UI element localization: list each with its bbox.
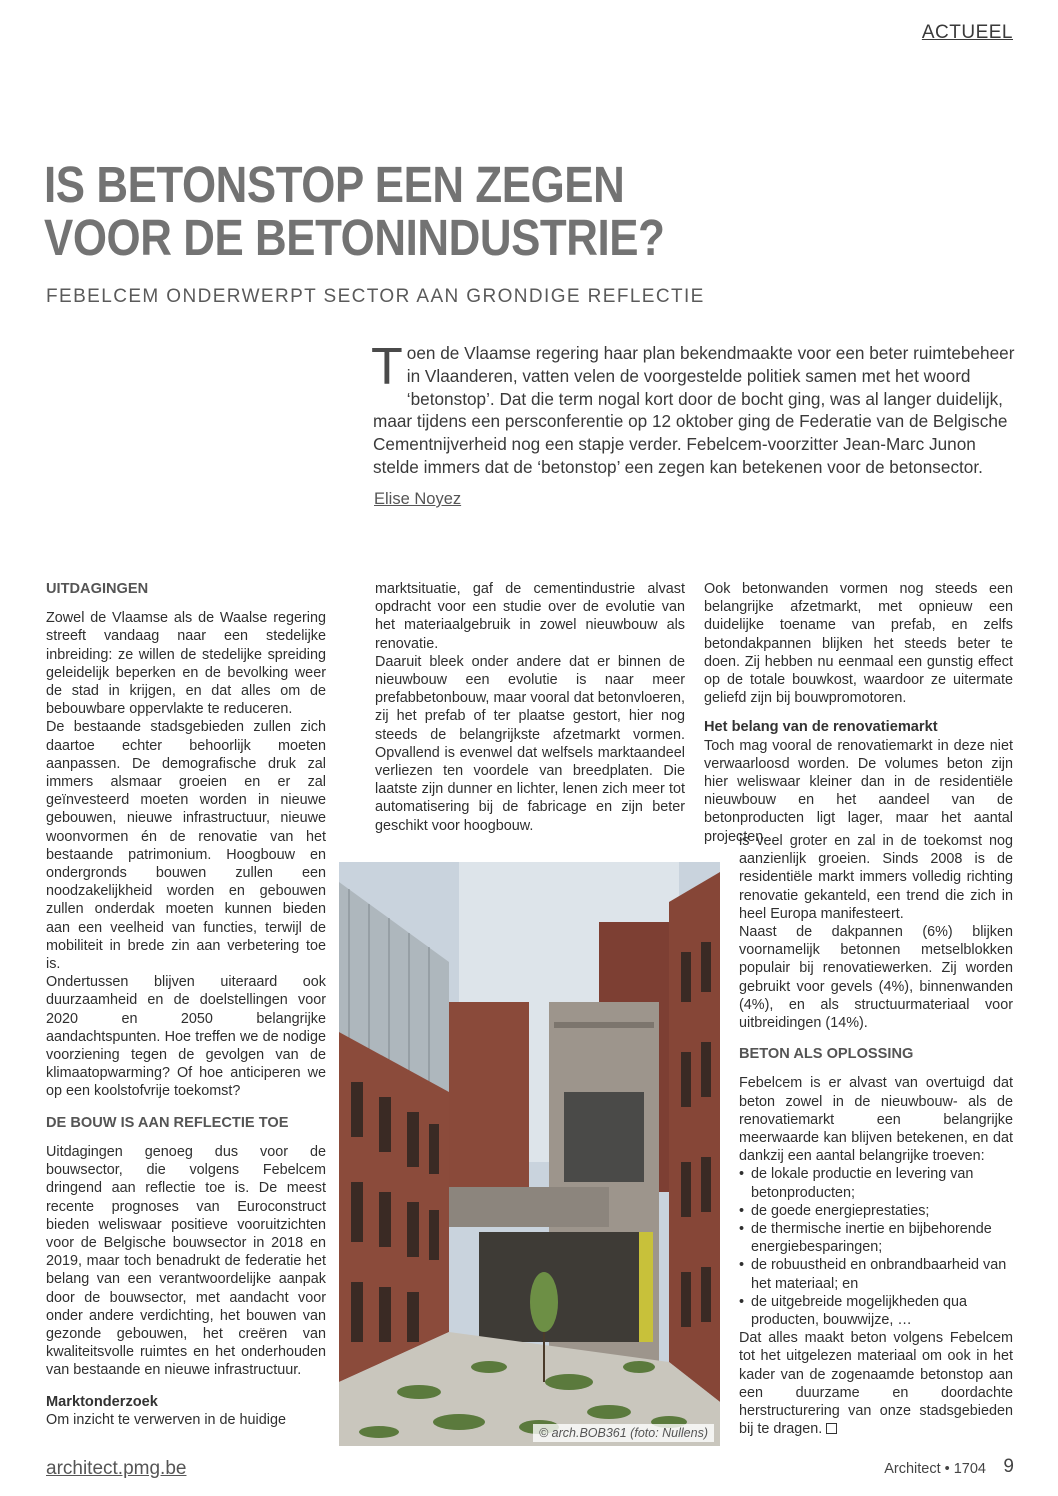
list-item: • de uitgebreide mogelijkheden qua producten, bouwwijze, … bbox=[739, 1293, 1013, 1329]
photo-credit: © arch.BOB361 (foto: Nullens) bbox=[533, 1424, 714, 1442]
list-item: • de goede energieprestaties; bbox=[739, 1202, 1013, 1220]
paragraph: Uitdagingen genoeg dus voor de bouwsector, die volgens Febelcem dringend aan reflectie toe is. De meest recente prognoses van Euroconstruct bieden weliswaar positieve vooruitzichten voor de Belgische bouwsector in 2018 en 2019, maar toch benadrukt de federatie het belang van een verantwoordelijke aanpak door de bouwsector, met aandacht voor onder andere verdichting, het bouwen van gezonde gebouwen, het creëren van kwaliteitsvolle ruimtes en het onderhouden van bestaande en nieuwe infrastructuur. bbox=[46, 1143, 326, 1379]
article-title bbox=[44, 158, 818, 264]
paragraph: Om inzicht te verwerven in de huidige bbox=[46, 1411, 286, 1428]
paragraph: Ondertussen blijven uiteraard ook duurzaamheid en de doelstellingen voor 2020 en 2050 belangrijke aandachtspunten. Hoe treffen we de nodige voorziening tegen de gevolgen van de klimaatopwarming? Of hoe anticiperen we op een koolstofvrije toekomst? bbox=[46, 974, 326, 1100]
paragraph: marktsituatie, gaf de cementindustrie alvast opdracht voor een studie over de evolutie van het materiaalgebruik in zowel nieuwbouw als renovatie. bbox=[375, 581, 685, 652]
closing-text: Dat alles maakt beton volgens Febelcem tot het uitgelezen materiaal om ook in het kader van de zogenaamde betonstop aan een duurzame en doordachte herstructurering van onze stadsgebieden bij te dragen. bbox=[739, 1330, 1013, 1438]
heading-marktonderzoek: Marktonderzoek bbox=[46, 1393, 158, 1410]
end-mark-icon bbox=[826, 1423, 837, 1434]
title-line-1: IS BETONSTOP EEN ZEGEN bbox=[44, 156, 625, 213]
paragraph: Daaruit bleek onder andere dat er binnen de nieuwbouw een evolutie is naar meer prefabbetonbouw, maar vooral dat betonvloeren, zij het prefab of ter plaatse gestort, hier nog steeds de belangrijkste afzetmarkt vormen. Opvallend is evenwel dat welfsels marktaandeel verliezen ten voordele van breedplaten. Die laatste zijn dunner en lichter, lenen zich meer tot automatisering bij de fabricage en zijn beter geschikt voor hoogbouw. bbox=[375, 653, 685, 834]
heading-bouw-reflectie: DE BOUW IS AAN REFLECTIE TOE bbox=[46, 1114, 289, 1131]
article-subtitle: FEBELCEM ONDERWERPT SECTOR AAN GRONDIGE REFLECTIE bbox=[46, 286, 705, 307]
heading-renovatiemarkt: Het belang van de renovatiemarkt bbox=[704, 719, 938, 736]
advantages-list bbox=[739, 1165, 1013, 1329]
paragraph: Naast de dakpannen (6%) blijken voornamelijk betonnen metselblokken populair bij renovatiewerken. Zij worden gebruikt voor gevels (4%), binnenwanden (4%), en als structuurmateriaal voor uitbreidingen (14%). bbox=[739, 924, 1013, 1032]
paragraph: De bestaande stadsgebieden zullen zich daartoe echter behoorlijk moeten aanpassen. De demografische druk zal immers alsmaar groeien en er zal geïnvesteerd moeten worden in nieuwe gebouwen, nieuwe infrastructuur, nieuwe woonvormen én de renovatie van het bestaande patrimonium. Hoogbouw en ondergronds bouwen zullen een noodzakelijkheid worden en gebouwen zullen onderdak moeten kunnen bieden aan een veelheid van functies, terwijl de mobiliteit in brede zin aan verbetering toe is. bbox=[46, 719, 326, 973]
paragraph: Febelcem is er alvast van overtuigd dat beton zowel in de nieuwbouw- als de renovatiemarkt een belangrijke meerwaarde kan blijven betekenen, en dat dankzij een aantal belangrijke troeven: bbox=[739, 1075, 1013, 1165]
paragraph: Toch mag vooral de renovatiemarkt in deze niet verwaarloosd worden. De volumes beton zijn hier weliswaar kleiner dan in de residentiële nieuwbouw en het aandeel van de betonproducten ligt lager, maar het aantal projecten bbox=[704, 737, 1013, 845]
footer-website-link[interactable]: architect.pmg.be bbox=[46, 1458, 187, 1479]
heading-uitdagingen: UITDAGINGEN bbox=[46, 581, 149, 597]
heading-beton-oplossing: BETON ALS OPLOSSING bbox=[739, 1046, 914, 1063]
courtyard-illustration bbox=[339, 862, 720, 1446]
section-tag[interactable]: ACTUEEL bbox=[921, 22, 1013, 43]
courtyard-photo bbox=[339, 862, 720, 1446]
page-number: 9 bbox=[1003, 1456, 1014, 1477]
intro-paragraph bbox=[371, 338, 1023, 479]
footer-magazine-issue: Architect • 1704 bbox=[884, 1461, 986, 1477]
column-2 bbox=[375, 580, 685, 835]
paragraph: Ook betonwanden vormen nog steeds een belangrijke afzetmarkt, met opnieuw een duidelijke toename van prefab, en zelfs betondakpannen blijken het steeds beter te doen. Zij hebben nu eenmaal een gunstig effect op de totale bouwkost, waardoor ze uitermate geliefd zijn bij bouwpromotoren. bbox=[704, 581, 1013, 707]
paragraph bbox=[739, 1329, 1013, 1438]
list-item: • de lokale productie en levering van betonproducten; bbox=[739, 1165, 1013, 1201]
drop-cap: T bbox=[371, 338, 403, 396]
author-link[interactable]: Elise Noyez bbox=[374, 490, 462, 508]
list-item: • de thermische inertie en bijbehorende energiebesparingen; bbox=[739, 1220, 1013, 1256]
column-3-continued bbox=[739, 832, 1013, 1439]
list-item: • de robuustheid en onbrandbaarheid van het materiaal; en bbox=[739, 1256, 1013, 1292]
column-3 bbox=[704, 580, 1013, 846]
paragraph: Zowel de Vlaamse als de Waalse regering streeft vandaag naar een stedelijke inbreiding: ze willen de stedelijke spreiding geleidelijk beperken en de bevolking weer de stad in krijgen, en dat alles om de bebouwbare oppervlakte te reduceren. bbox=[46, 610, 326, 718]
column-1 bbox=[46, 580, 326, 1429]
intro-text: oen de Vlaamse regering haar plan bekendmaakte voor een beter ruimtebeheer in Vlaanderen, vatten velen de voorgestelde politiek samen met het woord ‘betonstop’. Dat die term nogal kort door de bocht ging, was al langer duidelijk, maar tijdens een persconferentie op 12 oktober ging de Federatie van de Belgische Cementnijverheid nog een stapje verder. Febelcem-voorzitter Jean-Marc Junon stelde immers dat de ‘betonstop’ een zegen kan betekenen voor de betonsector. bbox=[373, 343, 1015, 477]
title-line-2: VOOR DE BETONINDUSTRIE? bbox=[44, 209, 665, 266]
paragraph: is veel groter en zal in de toekomst nog aanzienlijk groeien. Sinds 2008 is de residentiële markt immers volledig richting renovatie gekanteld, een trend die zich in heel Europa manifesteert. bbox=[739, 833, 1013, 922]
